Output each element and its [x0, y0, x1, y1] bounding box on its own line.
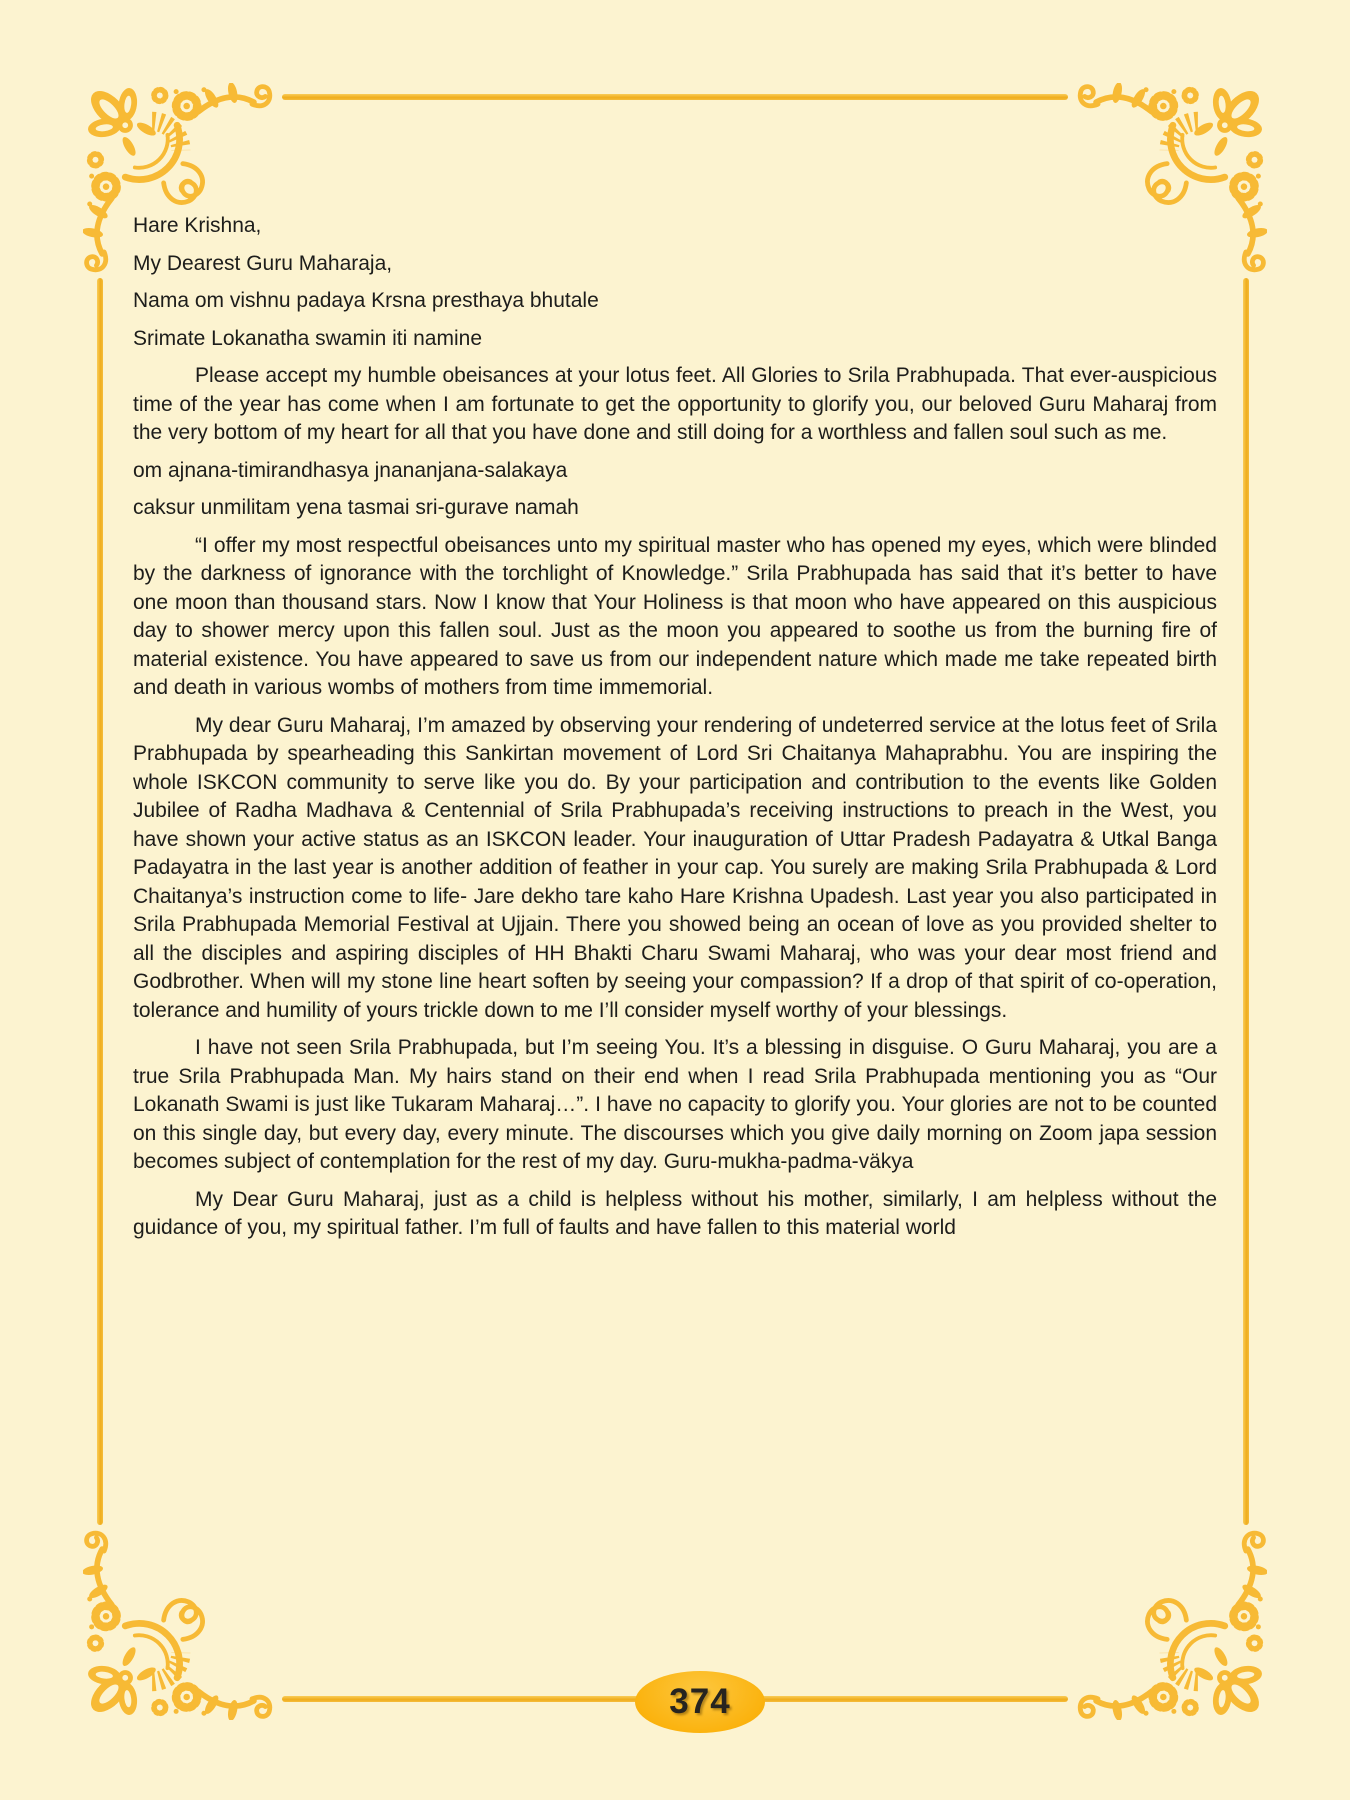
salutation-line: Nama om vishnu padaya Krsna presthaya bhutale [133, 289, 599, 312]
page-number-badge [635, 1671, 765, 1733]
letter-paragraph: “I offer my most respectful obeisances unto my spiritual master who has opened my eyes, which were blinded by the darkness of ignorance with the torchlight of Knowledge.” Srila Prabhupada has said that it’s better to have one moon than thousand stars. Now I know that Your Holiness is that moon who have appeared on this auspicious day to shower mercy upon this fallen soul. Just as the moon you appeared to soothe us from the burning fire of material existence. You have appeared to save us from our independent nature which made me take repeated birth and death in various wombs of mothers from time immemorial. [133, 533, 1217, 699]
letter-body [133, 212, 1217, 1252]
floral-corner-ornament-icon [83, 1528, 275, 1720]
border-rule-right [1243, 278, 1249, 1525]
letter-paragraph: My dear Guru Maharaj, I’m amazed by observing your rendering of undeterred service at the lotus feet of Srila Prabhupada by spearheading this Sankirtan movement of Lord Sri Chaitanya Mahaprabhu. You are inspiring the whole ISKCON community to serve like you do. By your participation and contribution to the events like Golden Jubilee of Radha Madhava & Centennial of Srila Prabhupada’s receiving instructions to preach in the West, you have shown your active status as an ISKCON leader. Your inauguration of Uttar Pradesh Padayatra & Utkal Banga Padayatra in the last year is another addition of feather in your cap. You surely are making Srila Prabhupada & Lord Chaitanya’s instruction come to life- Jare dekho tare kaho Hare Krishna Upadesh. Last year you also participated in Srila Prabhupada Memorial Festival at Ujjain. There you showed being an ocean of love as you provided shelter to all the disciples and aspiring disciples of HH Bhakti Charu Swami Maharaj, who was your dear most friend and Godbrother. When will my stone line heart soften by seeing your compassion? If a drop of that spirit of co-operation, tolerance and humility of yours trickle down to me I’ll consider myself worthy of your blessings. [133, 713, 1217, 1022]
salutation-line: Hare Krishna, [133, 214, 262, 237]
letter-paragraph: I have not seen Srila Prabhupada, but I’m seeing You. It’s a blessing in disguise. O Guru Maharaj, you are a true Srila Prabhupada Man. My hairs stand on their end when I read Srila Prabhupada mentioning you as “Our Lokanath Swami is just like Tukaram Maharaj…”. I have no capacity to glorify you. Your glories are not to be counted on this single day, but every day, every minute. The discourses which you give daily morning on Zoom japa session becomes subject of contemplation for the rest of my day. Guru-mukha-padma-väkya [133, 1036, 1217, 1173]
border-rule-left [97, 278, 103, 1525]
page-number: 374 [669, 1682, 731, 1721]
floral-corner-ornament-icon [1075, 1528, 1267, 1720]
sanskrit-verse-line: om ajnana-timirandhasya jnananjana-salakaya [133, 458, 568, 482]
salutation-line: Srimate Lokanatha swamin iti namine [133, 326, 483, 350]
letter-paragraph: My Dear Guru Maharaj, just as a child is helpless without his mother, similarly, I am helpless without the guidance of you, my spiritual father. I’m full of faults and have fallen to this material world [133, 1187, 1217, 1239]
sanskrit-verse-line: caksur unmilitam yena tasmai sri-gurave namah [133, 496, 579, 519]
letter-paragraph: Please accept my humble obeisances at your lotus feet. All Glories to Srila Prabhupada. That ever-auspicious time of the year has come when I am fortunate to get the opportunity to glorify you, our beloved Guru Maharaj from the very bottom of my heart for all that you have done and still doing for a worthless and fallen soul such as me. [133, 364, 1217, 444]
border-rule-top [282, 94, 1068, 100]
salutation-line: My Dearest Guru Maharaja, [133, 251, 393, 275]
